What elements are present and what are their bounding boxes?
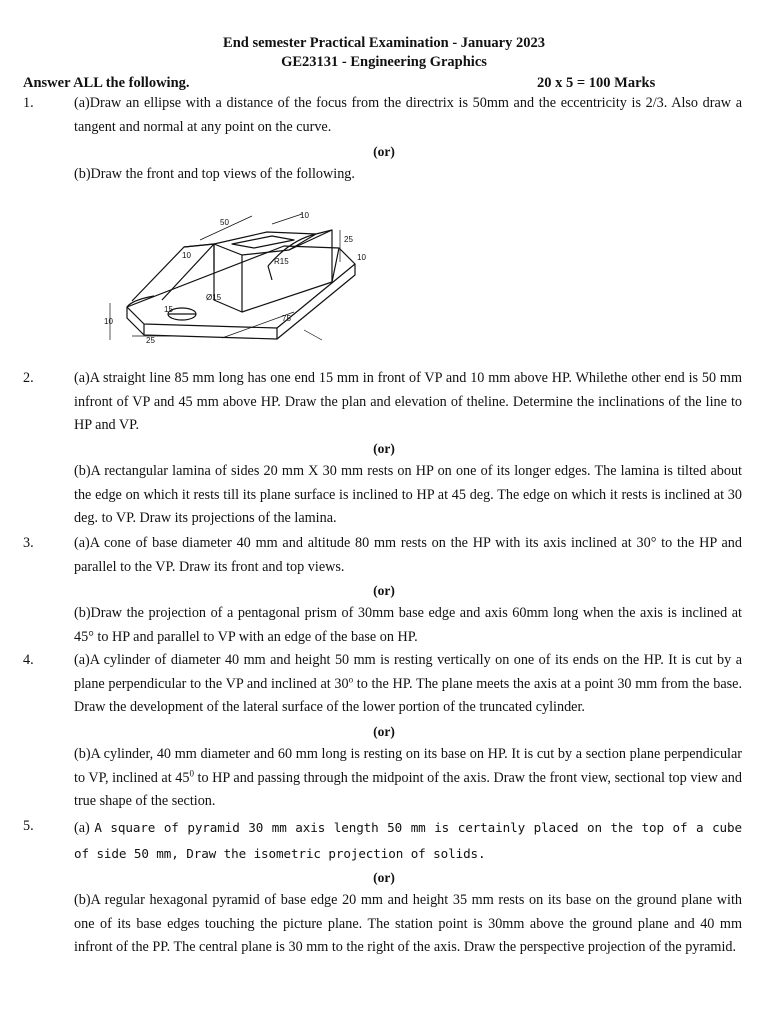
degree-mark: 0 [189, 767, 194, 778]
isometric-figure [72, 190, 372, 360]
or-separator: (or) [373, 583, 395, 598]
question-1b-text: (b)Draw the front and top views of the following. [74, 166, 355, 182]
question-5a [74, 815, 742, 867]
question-2a: (a)A straight line 85 mm long has one end 15 mm in front of VP and 10 mm above HP. Whilethe other end is 50 mm infront of VP and 45 mm above HP. Draw the plan and elevation of theline. Determine the inclinations of the line to HP and VP. [74, 370, 742, 433]
dimension-lines [110, 214, 340, 340]
question-5a-label: (a) [74, 820, 95, 836]
question-3b-text: (b)Draw the projection of a pentagonal prism of 30mm base edge and axis 60mm long when the axis is inclined at 45° to HP and parallel to VP with an edge of the base on HP. [74, 605, 742, 645]
question-4b-text-1: (b)A cylinder, 40 mm diameter and 60 mm long is resting on its base on HP. It is cut by a section plane perpendicular to VP, inclined at 45 [74, 746, 742, 786]
question-4a-text-1: (a)A cylinder of diameter 40 mm and height 50 mm is resting vertically on one of its ends on the HP. It is cut by a plane perpendicular to the VP and inclined at 30 [74, 652, 742, 692]
question-4a-text-2: to the HP. The plane meets the axis at a point 30 mm from the base. Draw the development of the lateral surface of the lower portion of the truncated cylinder. [74, 675, 742, 715]
question-number: 3. [23, 535, 34, 551]
dim-50: 50 [220, 218, 229, 227]
degree-mark: o [348, 673, 354, 684]
figure-outline [127, 230, 355, 339]
dim-25-base: 25 [146, 336, 155, 345]
dim-75: 75 [282, 314, 291, 323]
question-number: 5. [23, 818, 34, 834]
or-separator: (or) [373, 724, 395, 739]
or-separator: (or) [373, 144, 395, 159]
dim-r15: R15 [274, 257, 289, 266]
or-separator: (or) [373, 441, 395, 456]
question-1a: (a)Draw an ellipse with a distance of the focus from the directrix is 50mm and the eccentricity is 2/3. Also draw a tangent and normal at any point on the curve. [74, 95, 742, 135]
exam-title: End semester Practical Examination - January 2023 [223, 35, 545, 51]
dim-15: 15 [164, 305, 173, 314]
question-4a [74, 649, 742, 720]
question-2b-text: (b)A rectangular lamina of sides 20 mm X 30 mm rests on HP on one of its longer edges. The lamina is tilted about the edge on which it rests till its plane surface is inclined to HP at 45 deg. The edge on which it rests is inclined at 30 deg. to VP. Draw its projections of the lamina. [74, 463, 742, 526]
question-number: 4. [23, 652, 34, 668]
question-number: 1. [23, 95, 34, 111]
dim-10-base: 10 [104, 317, 113, 326]
question-4b-text [74, 743, 742, 814]
marks-text: 20 x 5 = 100 Marks [537, 75, 656, 91]
dim-25-right: 25 [344, 235, 353, 244]
or-separator: (or) [373, 870, 395, 885]
question-3a: (a)A cone of base diameter 40 mm and altitude 80 mm rests on the HP with its axis inclined at 30° to the HP and parallel to the VP. Draw its front and top views. [74, 535, 742, 575]
question-number: 2. [23, 370, 34, 386]
dim-10-top: 10 [300, 211, 309, 220]
dim-10-left: 10 [182, 251, 191, 260]
question-5b-text: (b)A regular hexagonal pyramid of base edge 20 mm and height 35 mm rests on its base on the ground plane with one of its base edges touching the picture plane. The station point is 30mm above the ground plane and 40 mm infront of the PP. The central plane is 30 mm to the right of the axis. Draw the perspective projection of the pyramid. [74, 892, 742, 955]
instruction-text: Answer ALL the following. [23, 75, 190, 91]
dim-dia15: Ø15 [206, 293, 222, 302]
course-title: GE23131 - Engineering Graphics [281, 54, 487, 70]
question-5a-text: A square of pyramid 30 mm axis length 50 mm is certainly placed on the top of a cube of side 50 mm, Draw the isometric projection of solids. [74, 820, 742, 861]
dim-10-right: 10 [357, 253, 366, 262]
question-4b-text-2: to HP and passing through the midpoint of the axis. Draw the front view, sectional top view and true shape of the section. [74, 769, 742, 809]
